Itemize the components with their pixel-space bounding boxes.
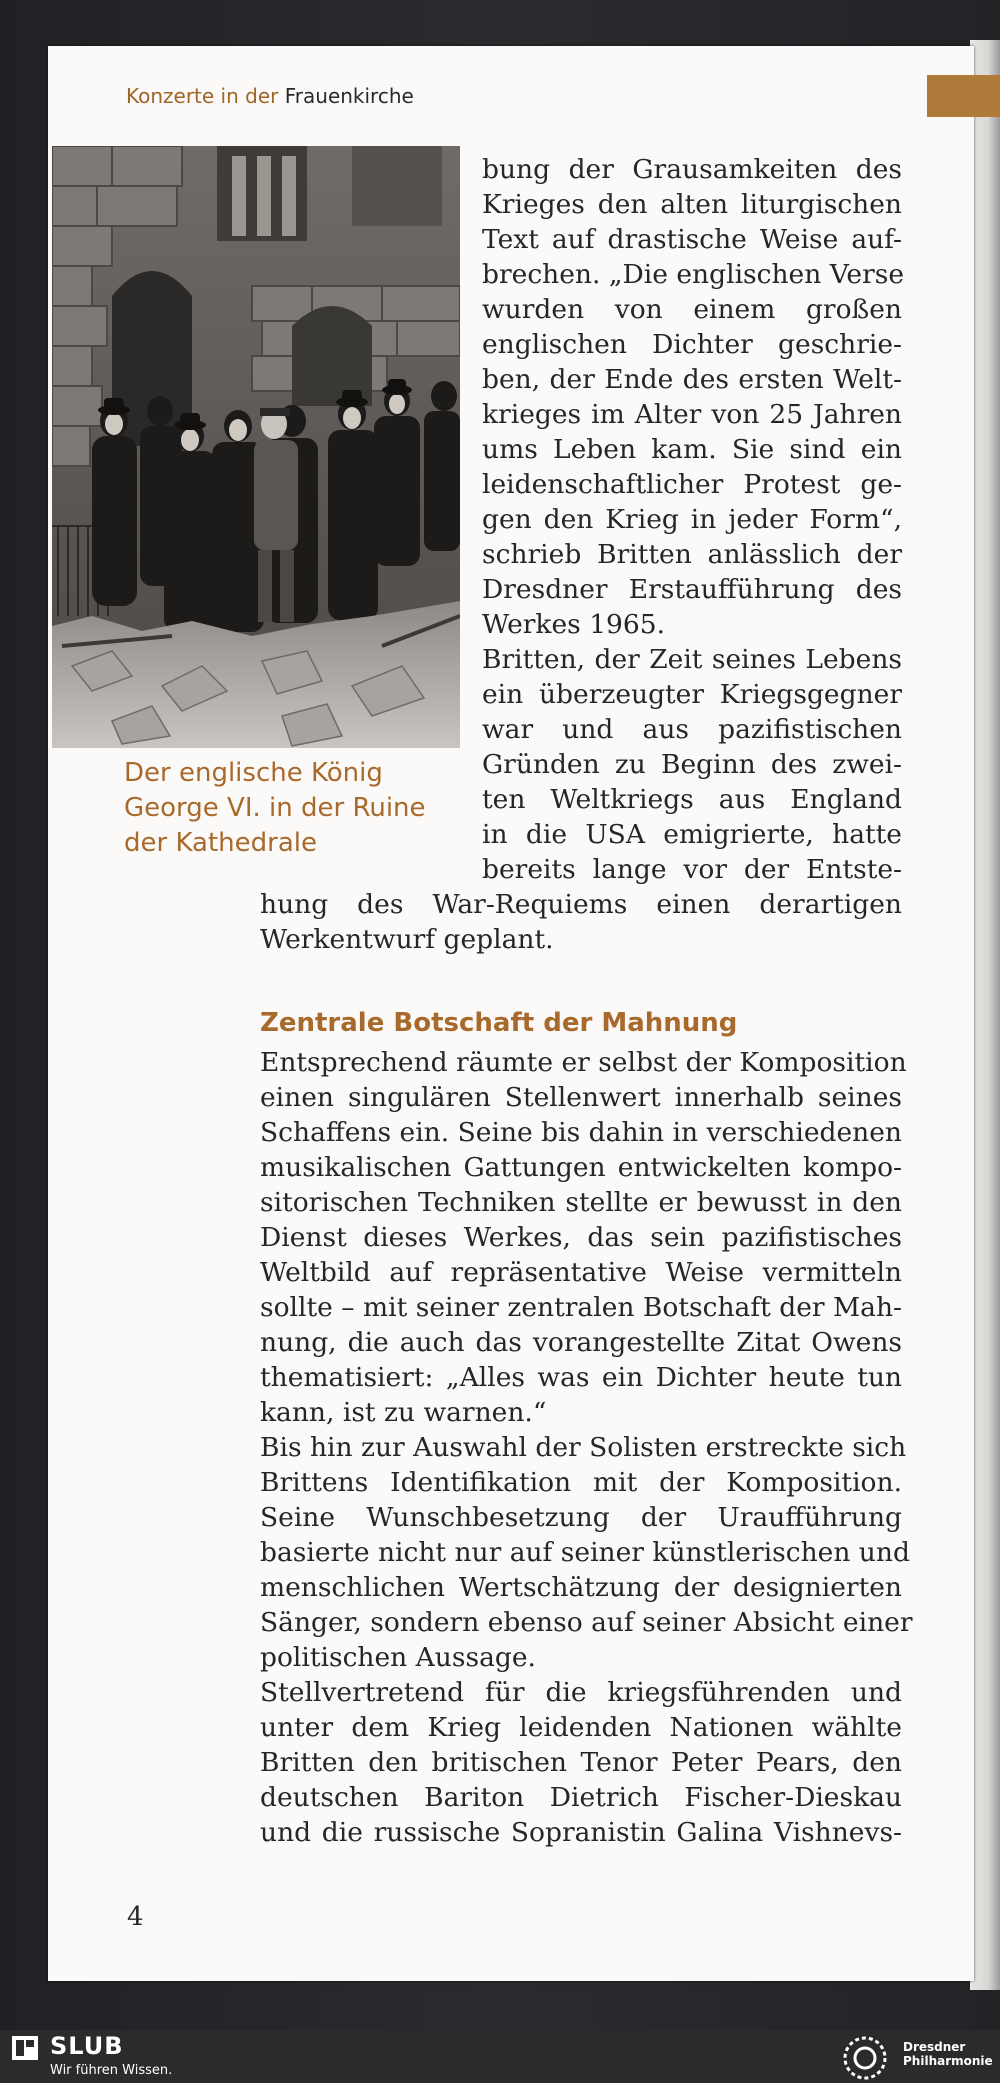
header-accent: Konzerte in der (126, 84, 279, 108)
philharmonie-name (903, 2040, 993, 2068)
text-line: bereits lange vor der Entste- (482, 854, 902, 885)
slub-logo-icon[interactable] (12, 2036, 38, 2060)
text-line: Schaffens ein. Seine bis dahin in verschiedenen (260, 1117, 902, 1148)
caption-line: George VI. in der Ruine (124, 793, 426, 823)
text-line: brechen. „Die englischen Verse (482, 259, 905, 290)
text-line: unter dem Krieg leidenden Nationen wählte (260, 1712, 902, 1743)
text-line: musikalischen Gattungen entwickelten kompo- (260, 1152, 902, 1183)
historic-photo (52, 146, 460, 748)
page-edge (970, 40, 1000, 1990)
text-line: Weltbild auf repräsentative Weise vermitteln (260, 1257, 902, 1288)
text-line: basierte nicht nur auf seiner künstlerischen und (260, 1537, 910, 1568)
philharmonie-line-2: Philharmonie (903, 2054, 993, 2068)
text-line: Seine Wunschbesetzung der Uraufführung (260, 1502, 902, 1533)
text-line: einen singulären Stellenwert innerhalb seines (260, 1082, 902, 1113)
section-tab-marker (927, 75, 1000, 117)
text-line: Werkentwurf geplant. (260, 924, 554, 955)
text-line: Bis hin zur Auswahl der Solisten erstreckte sich (260, 1432, 907, 1463)
text-line: war und aus pazifistischen (482, 714, 902, 745)
text-line: Britten, der Zeit seines Lebens (482, 644, 902, 675)
text-line: Dresdner Erstaufführung des (482, 574, 902, 605)
text-line: Sänger, sondern ebenso auf seiner Absicht einer (260, 1607, 913, 1638)
text-line: schrieb Britten anlässlich der (482, 539, 902, 570)
caption-line: Der englische König (124, 758, 383, 788)
text-line: Gründen zu Beginn des zwei- (482, 749, 902, 780)
text-line: menschlichen Wertschätzung der designierten (260, 1572, 902, 1603)
text-line: leidenschaftlicher Protest ge- (482, 469, 902, 500)
text-line: und die russische Sopranistin Galina Vishnevs- (260, 1817, 902, 1848)
philharmonie-logo-icon[interactable] (842, 2035, 888, 2081)
text-line: ben, der Ende des ersten Welt- (482, 364, 902, 395)
text-line: politischen Aussage. (260, 1642, 536, 1673)
slub-tagline: Wir führen Wissen. (50, 2063, 173, 2078)
text-line: Werkes 1965. (482, 609, 666, 640)
slub-name[interactable]: SLUB (50, 2032, 124, 2060)
text-line: Britten den britischen Tenor Peter Pears, den (260, 1747, 902, 1778)
photo-caption (124, 756, 460, 861)
text-line: deutschen Bariton Dietrich Fischer-Dieskau (260, 1782, 902, 1813)
text-line: nung, die auch das vorangestellte Zitat Owens (260, 1327, 902, 1358)
viewer-footer (0, 2030, 1000, 2083)
text-line: sitorischen Techniken stellte er bewusst in den (260, 1187, 902, 1218)
header-title: Frauenkirche (284, 84, 414, 108)
text-line: thematisiert: „Alles was ein Dichter heute tun (260, 1362, 902, 1393)
text-line: kann, ist zu warnen.“ (260, 1397, 547, 1428)
section-heading: Zentrale Botschaft der Mahnung (260, 1008, 738, 1038)
text-line: ten Weltkriegs aus England (482, 784, 902, 815)
page-number: 4 (127, 1902, 144, 1932)
text-line: englischen Dichter geschrie- (482, 329, 902, 360)
text-line: hung des War-Requiems einen derartigen (260, 889, 902, 920)
running-header (126, 84, 414, 108)
text-line: bung der Grausamkeiten des (482, 154, 902, 185)
text-line: Text auf drastische Weise auf- (482, 224, 902, 255)
text-line: wurden von einem großen (482, 294, 902, 325)
caption-line: der Kathedrale (124, 828, 317, 858)
text-line: Brittens Identifikation mit der Komposition. (260, 1467, 902, 1498)
historic-photo-illustration (52, 146, 460, 748)
text-line: krieges im Alter von 25 Jahren (482, 399, 902, 430)
text-line: Krieges den alten liturgischen (482, 189, 902, 220)
text-line: Dienst dieses Werkes, das sein pazifistisches (260, 1222, 902, 1253)
text-line: Stellvertretend für die kriegsführenden und (260, 1677, 902, 1708)
text-line: sollte – mit seiner zentralen Botschaft der Mah- (260, 1292, 902, 1323)
text-line: ums Leben kam. Sie sind ein (482, 434, 902, 465)
text-line: ein überzeugter Kriegsgegner (482, 679, 902, 710)
philharmonie-line-1: Dresdner (903, 2040, 966, 2054)
text-line: in die USA emigrierte, hatte (482, 819, 902, 850)
text-line: gen den Krieg in jeder Form“, (482, 504, 902, 535)
text-line: Entsprechend räumte er selbst der Komposition (260, 1047, 907, 1078)
